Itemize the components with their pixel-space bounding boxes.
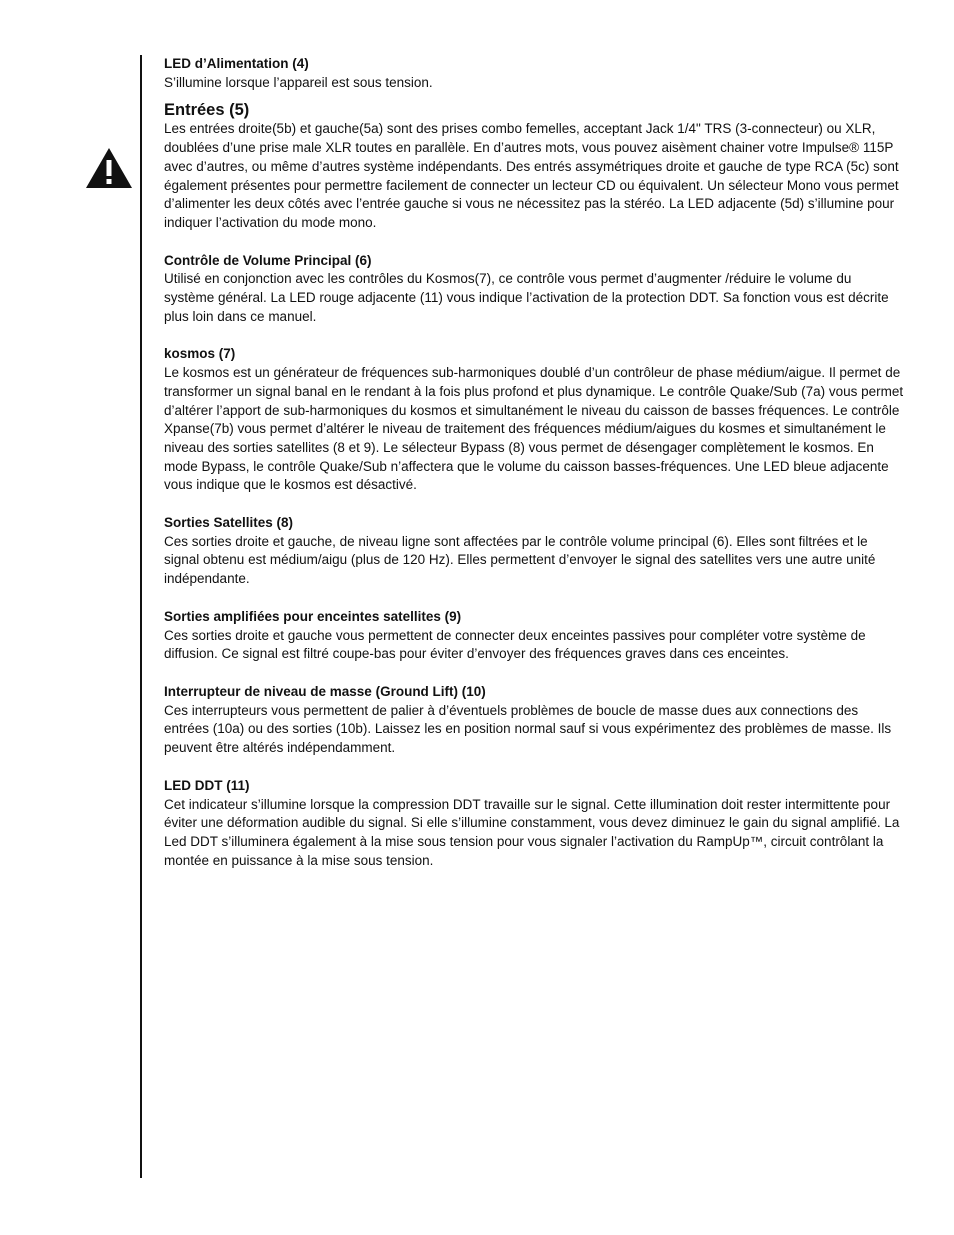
section-sorties-satellites <box>164 514 904 589</box>
warning-triangle-icon <box>84 146 134 190</box>
margin-rule <box>140 55 142 1178</box>
section-heading: LED d’Alimentation (4) <box>164 56 309 71</box>
section-body: S’illumine lorsque l’appareil est sous tension. <box>164 74 433 90</box>
section-volume-principal <box>164 252 904 327</box>
section-body: Les entrées droite(5b) et gauche(5a) sont des prises combo femelles, acceptant Jack 1/4" TRS (3-connecteur) ou XLR, doublées d’une prise male XLR toutes en parallèle. En d’autres mots, vous pouvez aisèment chainer votre Impulse® 115P avec d’autres, ou même d’autres système indépendants. Des entrés assymétriques droite et gauche de type RCA (5c) sont également présentes pour permettre facilement de connecter un lecteur CD ou équivalent. Un sélecteur Mono vous permet d’alimenter les deux côtés avec l’entrée gauche si vous ne nécessitez pas la stéréo. La LED adjacente (5d) s’illumine pour indiquer l’activation du mode mono. <box>164 121 899 230</box>
section-heading: Interrupteur de niveau de masse (Ground Lift) (10) <box>164 683 486 699</box>
section-ground-lift <box>164 683 904 758</box>
section-body: Le kosmos est un générateur de fréquences sub-harmoniques doublé d’un contrôleur de phase médium/aigue. Il permet de transformer un signal banal en le rendant à la fois plus profond et plus dynamique. Le contrôle Quake/Sub (7a) vous permet d’altérer l’apport de sub-harmoniques du kosmos et simultanément le niveau du caisson de basses fréquences. Le contrôle Xpanse(7b) vous permet d’altérer le niveau de traitement des fréquences médium/aigues du kosmes et simultanément le niveau des sorties satellites (8 et 9). Le sélecteur Bypass (8) vous permet de désengager complètement le kosmos. En mode Bypass, le contrôle Quake/Sub n’affectera que le volume du caisson basses-fréquences. Une LED bleue adjacente vous indique que le kosmos est désactivé. <box>164 365 904 493</box>
section-body: Ces sorties droite et gauche vous permettent de connecter deux enceintes passives pour compléter votre système de diffusion. Ce signal est filtré coupe-bas pour éviter d’envoyer des fréquences graves dans ces enceintes. <box>164 627 866 662</box>
section-body: Ces interrupteurs vous permettent de palier à d’éventuels problèmes de boucle de masse dues aux connections des entrées (10a) ou des sorties (10b). Laissez les en position normal sauf si vous expérimentez des problèmes de masse. Ils peuvent être altérés indépendamment. <box>164 702 892 756</box>
content-column <box>164 55 904 889</box>
section-heading: LED DDT (11) <box>164 777 250 793</box>
section-body: Cet indicateur s’illumine lorsque la compression DDT travaille sur le signal. Cette illumination doit rester intermittente pour éviter une déformation audible du signal. Si elle s’illumine constamment, vous devez diminuez le gain du signal amplifié. La Led DDT s’illuminera également à la mise sous tension pour vous signaler l’activation du RampUp™, circuit contrôlant la montée en puissance à la mise sous tension. <box>164 796 900 868</box>
section-body: Utilisé en conjonction avec les contrôles du Kosmos(7), ce contrôle vous permet d’augmenter /réduire le volume du système général. La LED rouge adjacente (11) vous indique l’activation de la protection DDT. Sa fonction vous est décrite plus loin dans ce manuel. <box>164 271 889 324</box>
section-kosmos <box>164 345 904 495</box>
section-heading: Entrées (5) <box>164 101 250 120</box>
section-heading: Sorties Satellites (8) <box>164 515 294 531</box>
section-body: Ces sorties droite et gauche, de niveau ligne sont affectées par le contrôle volume principal (6). Elles sont filtrées et le signal obtenu est médium/aigu (plus de 120 Hz). Elles permettent d’envoyer le signal des satellites vers une autre unité indépendante. <box>164 533 876 587</box>
section-heading: Contrôle de Volume Principal (6) <box>164 252 372 268</box>
section-heading: Sorties amplifiées pour enceintes satellites (9) <box>164 608 462 624</box>
section-led-alimentation <box>164 55 904 92</box>
section-entrees <box>164 100 904 232</box>
section-sorties-amplifiees <box>164 608 904 664</box>
section-led-ddt <box>164 777 904 871</box>
section-heading: kosmos (7) <box>164 346 236 362</box>
